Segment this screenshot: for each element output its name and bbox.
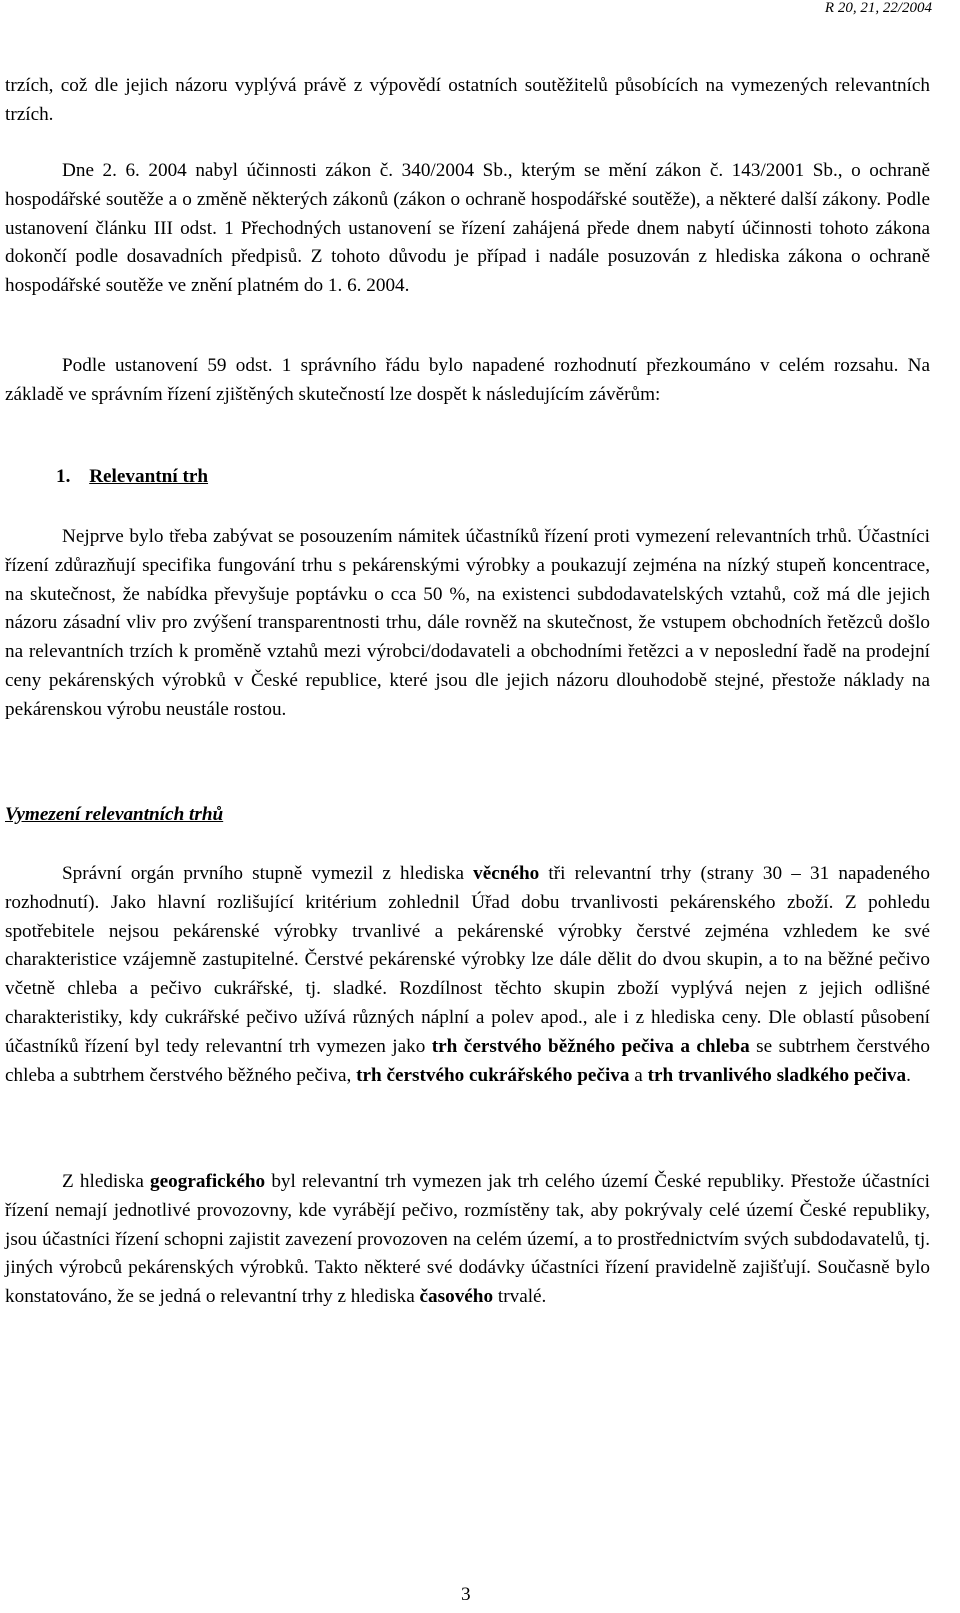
document-reference: R 20, 21, 22/2004 — [824, 0, 932, 16]
paragraph-continuation: trzích, což dle jejich názoru vyplývá právě z výpovědí ostatních soutěžitelů působících na vymezených relevantních trzích. — [5, 75, 930, 125]
paragraph-product-market — [5, 860, 930, 1090]
bold-term: geografického — [150, 1171, 266, 1192]
paragraph-geographic-market — [5, 1168, 930, 1312]
bold-term: trh čerstvého běžného pečiva a chleba — [431, 1035, 750, 1057]
paragraph-objections: Nejprve bylo třeba zabývat se posouzením námitek účastníků řízení proti vymezení relevantních trhů. Účastníci řízení zdůrazňují specifika fungování trhu s pekárenskými výrobky a poukazují zejména na nízký stupeň koncentrace, na skutečnost, že nabídka převyšuje poptávku o cca 50 %, na existenci subdodavatelských vztahů, což má dle jejich názoru zásadní vliv pro zvýšení transparentnosti trhu, dále rovněž na skutečnost, že vstupem obchodních řetězců došlo na relevantních trzích k proměně vztahů mezi výrobci/dodavateli a obchodními řetězci a v neposlední řadě na prodejní ceny pekárenských výrobků v České republice, které jsou dle jejich názoru dlouhodobě stejné, přestože náklady na pekárenskou výrobu neustále rostou. — [5, 526, 930, 720]
section-title: Relevantní trh — [89, 466, 209, 487]
text-run: trvalé. — [493, 1286, 547, 1308]
text-run: Správní orgán prvního stupně vymezil z hlediska — [62, 863, 474, 884]
section-number: 1. — [56, 466, 71, 487]
subheading-market-definition: Vymezení relevantních trhů — [5, 804, 224, 825]
page-number: 3 — [461, 1584, 471, 1605]
paragraph-review-scope: Podle ustanovení 59 odst. 1 správního řádu bylo napadené rozhodnutí přezkoumáno v celém rozsahu. Na základě ve správním řízení zjištěných skutečností lze dospět k následujícím závěrům: — [5, 355, 930, 405]
text-run: Z hlediska — [62, 1171, 151, 1192]
section-heading — [56, 466, 208, 488]
text-run: byl relevantní trh vymezen jak trh celého území České republiky. Přestože účastníci řízení nemají jednotlivé provozovny, kde vyrábějí pečivo, rozmístěny tak, aby pokrývaly celé území České republiky, jsou účastníci řízení schopni zajistit zavezení provozoven na celém území, a to prostřednictvím svých subdodavatelů, tj. jiných výrobců pekárenských výrobků. Takto některé své dodávky účastníci řízení pravidelně zajišťují. Současně bylo konstatováno, že se jedná o relevantní trhy z hlediska — [5, 1171, 930, 1308]
bold-term: trh čerstvého cukrářského pečiva — [356, 1064, 630, 1086]
bold-term: trh trvanlivého sladkého pečiva — [647, 1064, 907, 1086]
text-run: . — [906, 1064, 911, 1086]
text-run: a — [629, 1064, 648, 1086]
text-run: se subtrhem čerstvého chleba a subtrhem čerstvého běžného pečiva, — [5, 1035, 930, 1086]
paragraph-law-change: Dne 2. 6. 2004 nabyl účinnosti zákon č. 340/2004 Sb., kterým se mění zákon č. 143/2001 Sb., o ochraně hospodářské soutěže a o změně některých zákonů (zákon o ochraně hospodářské soutěže), a některé další zákony. Podle ustanovení článku III odst. 1 Přechodných ustanovení se řízení zahájená přede dnem nabytí účinnosti tohoto zákona dokončí podle dosavadních předpisů. Z tohoto důvodu je případ i nadále posuzován z hlediska zákona o ochraně hospodářské soutěže ve znění platném do 1. 6. 2004. — [5, 160, 930, 297]
bold-term: věcného — [473, 863, 540, 884]
text-run: tři relevantní trhy (strany 30 – 31 napadeného rozhodnutí). Jako hlavní rozlišující kritérium zohlednil Úřad dobu trvanlivosti pekárenského zboží. Z pohledu spotřebitele nejsou pekárenské výrobky trvanlivé a pekárenské výrobky čerstvé zejména vzhledem ke své charakteristice vzájemně zastupitelné. Čerstvé pekárenské výrobky lze dále dělit do dvou skupin, a to na běžné pečivo včetně chleba a pečivo cukrářské, tj. sladké. Rozdílnost těchto skupin zboží vyplývá nejen z jejich odlišné charakteristiky, kdy cukrářské pečivo užívá různých náplní a polev apod., ale i z hlediska ceny. Dle oblastí působení účastníků řízení byl tedy relevantní trh vymezen jako — [5, 863, 930, 1057]
bold-term: časového — [419, 1286, 494, 1308]
